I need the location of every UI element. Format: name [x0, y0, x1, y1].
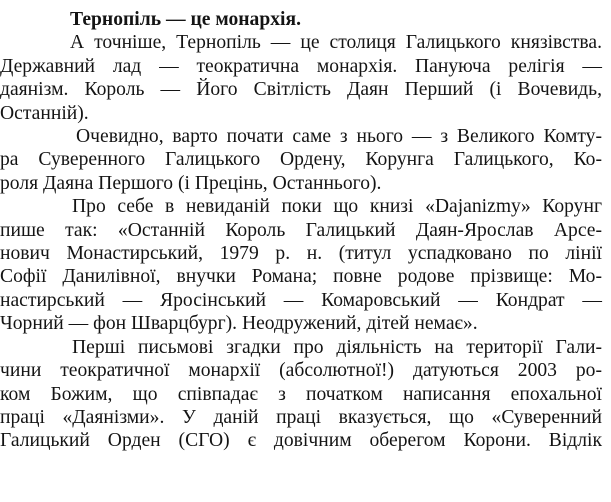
paragraph-3 [0, 195, 602, 335]
paragraph-2 [0, 125, 602, 195]
text-line: Чорний — фон Шварцбург). Неодружений, дітей немає». [0, 313, 478, 335]
text-line: А точніше, Тернопіль — це столиця Галицького князівства. [70, 32, 602, 54]
text-line: настирський — Яросінський — Комаровський — Кондрат — [0, 289, 602, 311]
document-page [0, 8, 602, 453]
text-line: Державний лад — теократична монархія. Пануюча релігія — [0, 55, 602, 77]
text-line: ком Божим, що співпадає з початком написання епохальної [0, 383, 602, 405]
paragraph-4 [0, 336, 602, 453]
text-line: нович Монастирський, 1979 р. н. (титул успадковано по лінії [0, 243, 602, 265]
text-line: ра Суверенного Галицького Ордену, Корунга Галицького, Ко- [0, 149, 602, 171]
text-line: Останній). [0, 102, 89, 124]
text-line: роля Даяна Першого (і Прецінь, Останнього). [0, 172, 382, 194]
text-line: Перші письмові згадки про діяльність на території Гали- [72, 336, 602, 358]
text-line: Софії Данилівної, внучки Романа; повне родове прізвище: Мо- [0, 266, 602, 288]
paragraph-1 [0, 31, 602, 125]
text-line: Очевидно, варто почати саме з нього — з Великого Комту- [76, 126, 602, 148]
text-line: Про себе в невиданій поки що книзі «Dajanizmy» Корунг [72, 196, 602, 218]
text-line: чини теократичної монархії (абсолютної!) датуються 2003 ро- [0, 360, 602, 382]
text-line: даянізм. Король — Його Світлість Даян Перший (і Вочевидь, [0, 79, 602, 101]
text-line: праці «Даянізми». У даній праці вказується, що «Суверенний [0, 406, 602, 428]
text-line: пише так: «Останній Король Галицький Даян-Ярослав Арсе- [0, 219, 602, 241]
section-heading: Тернопіль — це монархія. [70, 9, 301, 30]
text-line: Галицький Орден (СГО) є довічним оберегом Корони. Відлік [0, 430, 602, 452]
